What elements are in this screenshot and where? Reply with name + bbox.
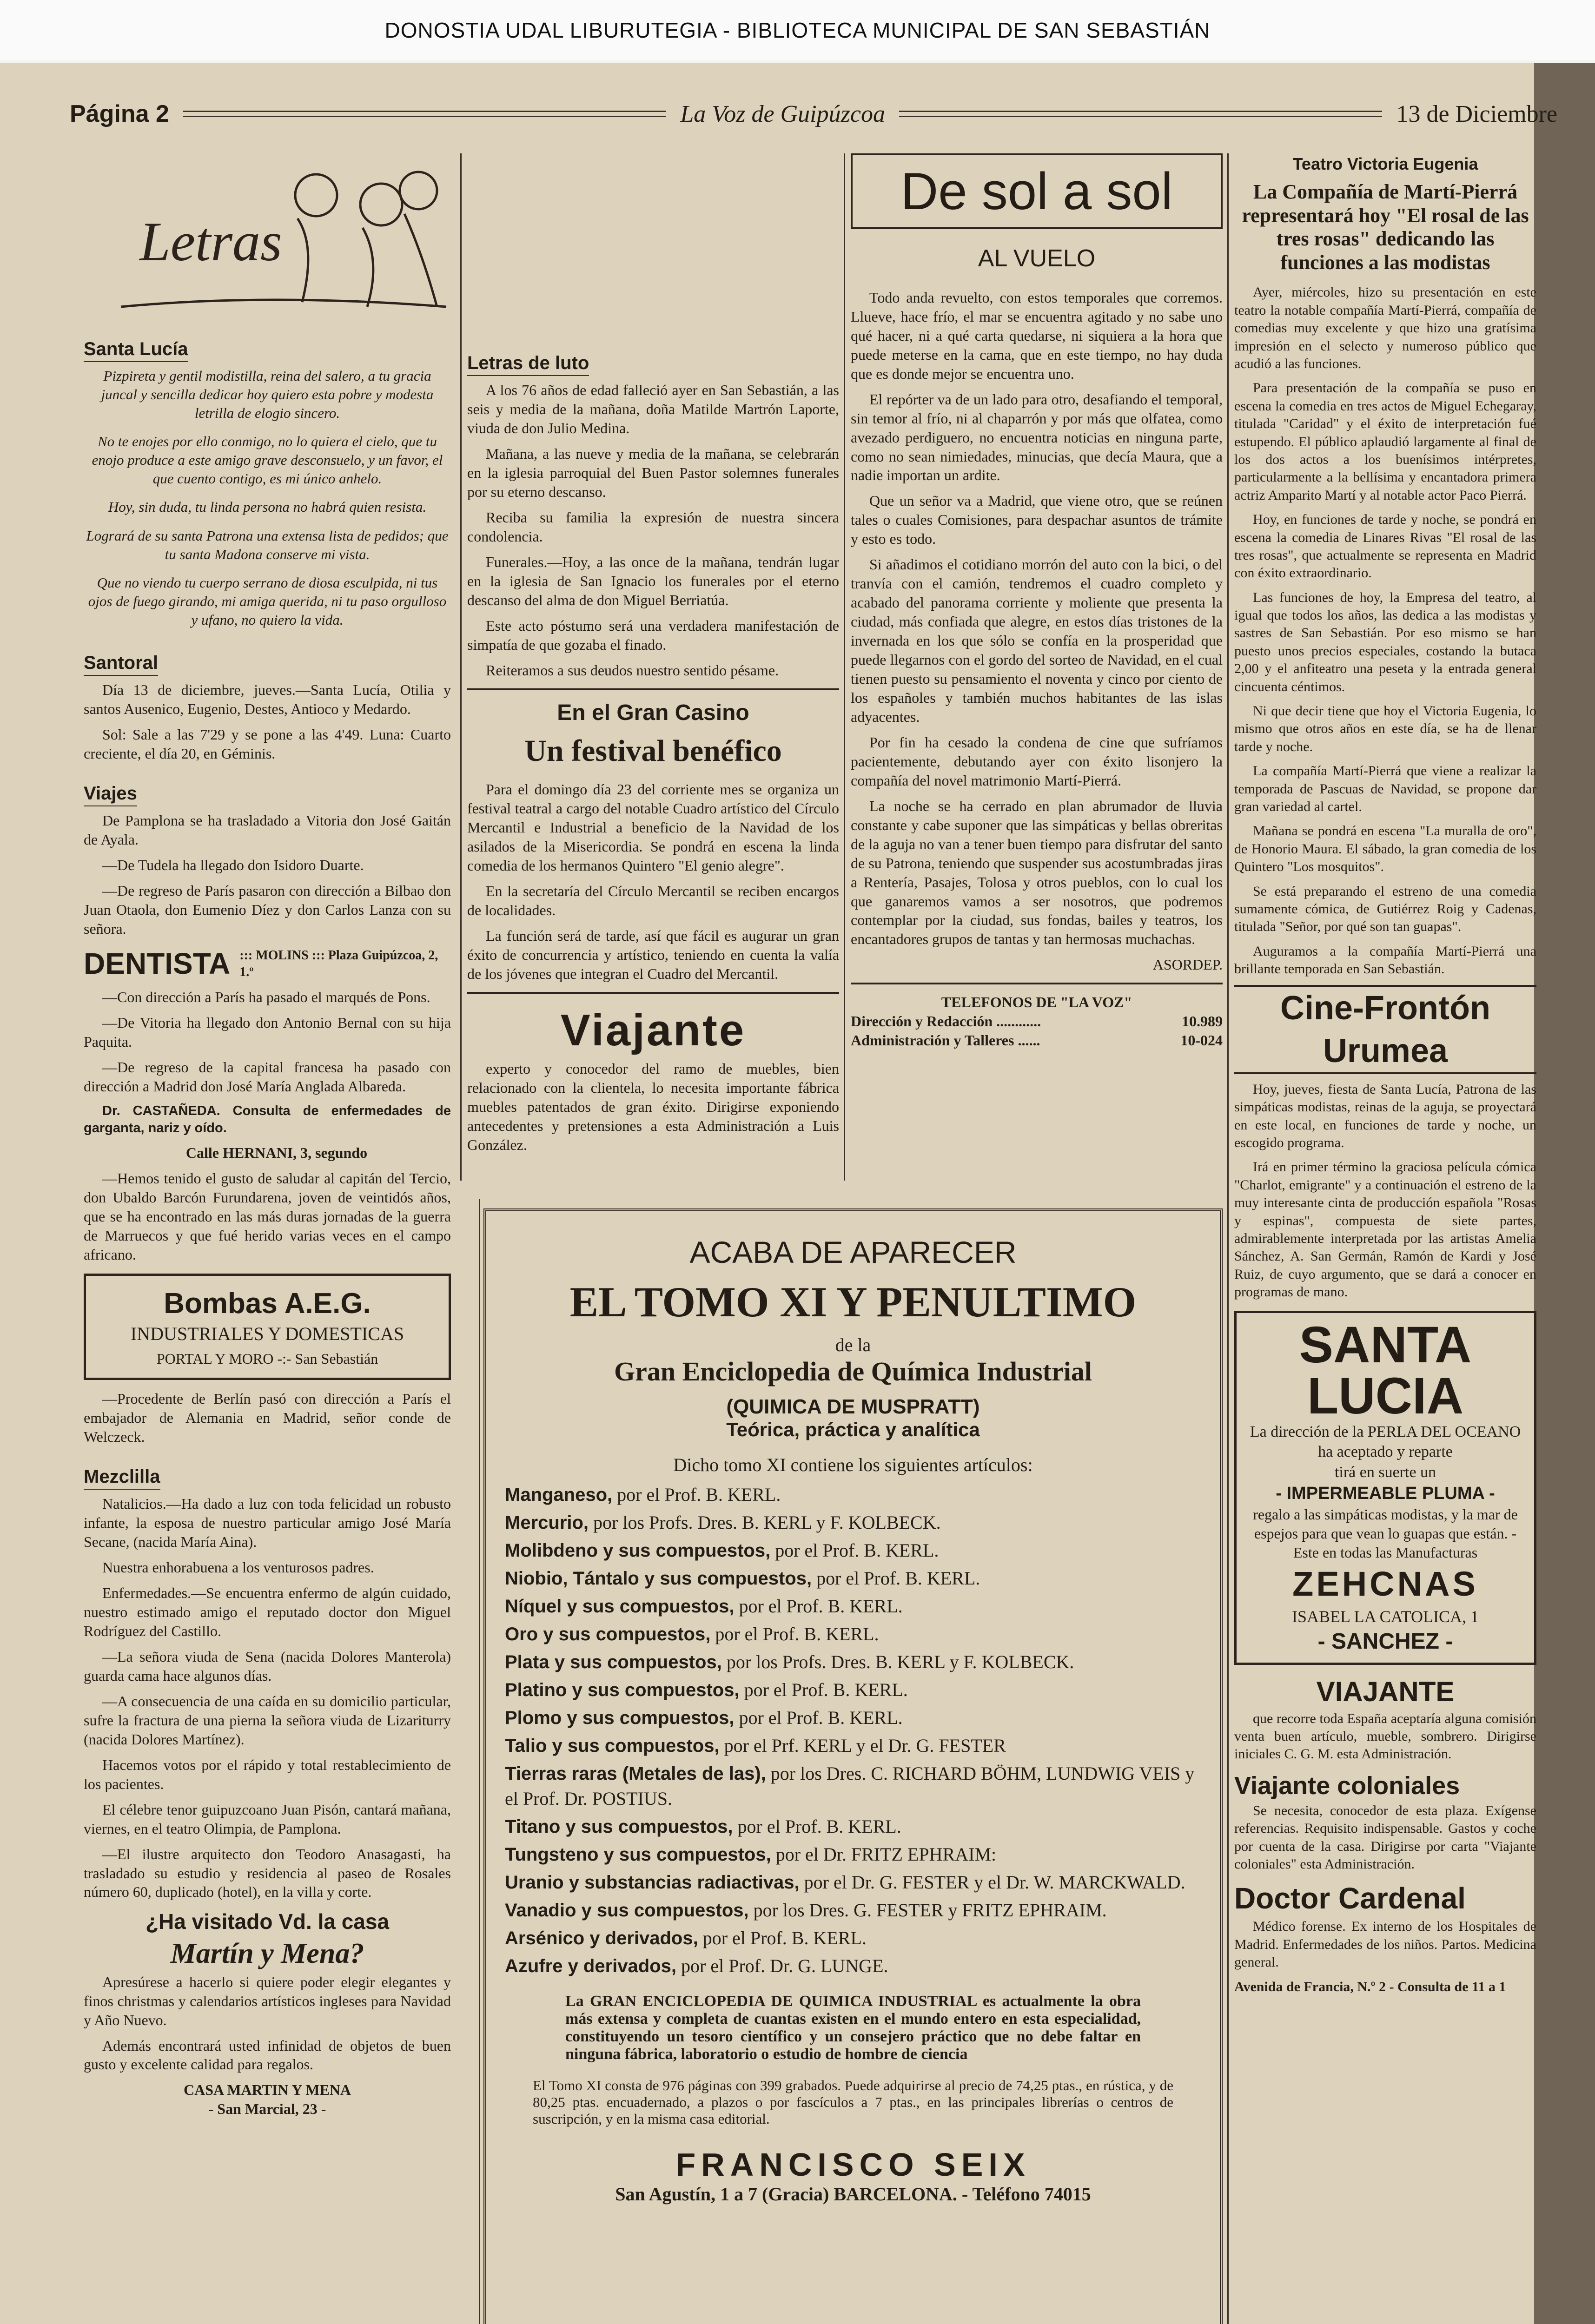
- poem-stanza: Que no viendo tu cuerpo serrano de diosa esculpida, ni tus ojos de fuego girando, mi amiga querida, ni tu paso orgulloso y ufano, no quiero la vida.: [88, 574, 447, 628]
- article-item: [505, 1510, 1201, 1535]
- poem-stanza: No te enojes por ello conmigo, no lo quiera el cielo, que tu enojo produce a este amigo grave desconsuelo, y un favor, el que cuento contigo, es mi único anhelo.: [92, 433, 443, 487]
- article-author: por el Prof. B. KERL.: [715, 1624, 879, 1644]
- article-title: Platino y sus compuestos,: [505, 1680, 740, 1700]
- article-author: por el Prof. B. KERL.: [744, 1679, 908, 1700]
- viajes-item: —De regreso de la capital francesa ha pasado con dirección a Madrid don José María Anglada Albareda.: [84, 1058, 451, 1095]
- santoral-text: Sol: Sale a las 7'29 y se pone a las 4'49. Luna: Cuarto creciente, el día 20, en Géminis.: [84, 726, 451, 762]
- luto-heading: Letras de luto: [467, 351, 589, 376]
- article-item: [505, 1677, 1201, 1703]
- viajes-item: —De Tudela ha llegado don Isidoro Duarte.: [102, 857, 364, 874]
- santa-lucia-product: - IMPERMEABLE PLUMA -: [1276, 1484, 1495, 1504]
- article-author: por el Prof. B. KERL.: [617, 1484, 781, 1505]
- article-title: Vanadio y sus compuestos,: [505, 1900, 749, 1921]
- poem: [84, 367, 451, 629]
- masthead-rule: [183, 111, 667, 117]
- casino-text: En la secretaría del Círculo Mercantil se reciben encargos de localidades.: [467, 883, 839, 919]
- archive-banner: DONOSTIA UDAL LIBURUTEGIA - BIBLIOTECA MUNICIPAL DE SAN SEBASTIÁN: [0, 0, 1595, 60]
- article-author: por los Dres. G. FESTER y FRITZ EPHRAIM.: [753, 1900, 1107, 1921]
- column-rule: [460, 153, 462, 1181]
- ad-price: El Tomo XI consta de 976 páginas con 399 grabados. Puede adquirirse al precio de 74,25 ptas., en rústica, y de 80,25 ptas. encuadernado, a plazos o por fascículos a 7 ptas., en las principales librerías o centros de suscripción, y en la misma casa editorial.: [533, 2077, 1173, 2127]
- article-item: [505, 1898, 1201, 1923]
- article-author: por el Prof. B. KERL.: [739, 1596, 903, 1617]
- article-title: Tungsteno y sus compuestos,: [505, 1844, 771, 1865]
- article-author: por los Profs. Dres. B. KERL y F. KOLBECK.: [593, 1512, 941, 1533]
- ad-publisher: FRANCISCO SEIX: [675, 2146, 1031, 2183]
- aeg-title: Bombas A.E.G.: [164, 1287, 371, 1320]
- sol-paragraph: Si añadimos el cotidiano morrón del auto con la bici, o del tranvía con el camión, tendremos el cuadro completo y acabado del panorama corriente y moliente que presenta la ciudad, más confiada que alegre, en estos días tristones de la invernada en los que sólo se confía en la prosperidad que puede llegarnos con el gordo del sorteo de Navidad, en el cual tienen puesto su pensamiento el noventa y cinco por ciento de los españoles y también muchos habitantes de las islas adyacentes.: [851, 556, 1223, 725]
- phone-number: 10-024: [1180, 1032, 1223, 1049]
- article-item: [505, 1622, 1201, 1647]
- luto-text: Este acto póstumo será una verdadera manifestación de simpatía de que gozaba el finado.: [467, 617, 839, 653]
- phone-row: [851, 1012, 1223, 1031]
- theatre-headline: La Compañía de Martí-Pierrá representará hoy "El rosal de las tres rosas" dedicando las funciones a las modistas: [1242, 180, 1529, 274]
- article-title: Níquel y sus compuestos,: [505, 1596, 735, 1617]
- illustration-header: [84, 153, 451, 325]
- newspaper-title: La Voz de Guipúzcoa: [680, 100, 885, 127]
- theatre-text: Las funciones de hoy, la Empresa del teatro, al igual que todos los años, las dedica a las modistas y sastres de San Sebastián. Por eso mismo se han puesto unos precios especiales, costando la butaca 2,00 y el anfiteatro una peseta y la entrada general cincuenta céntimos.: [1234, 589, 1536, 694]
- cine-title: Cine-Frontón Urumea: [1234, 985, 1536, 1074]
- seamstresses-illustration: [84, 153, 451, 325]
- poem-stanza: Pizpireta y gentil modistilla, reina del salero, a tu gracia juncal y sencilla dedicar hoy quiero esta pobre y modesta letrilla de elogio sincero.: [101, 368, 434, 421]
- dentista-ad: [84, 945, 451, 983]
- sol-paragraph: Que un señor va a Madrid, que viene otro, que se reúnen tales o cuales Comisiones, para despachar asuntos de trámite y esto es todo.: [851, 492, 1223, 548]
- ad-line: (QUIMICA DE MUSPRATT): [726, 1395, 980, 1418]
- article-title: Niobio, Tántalo y sus compuestos,: [505, 1568, 812, 1589]
- article-author: por los Dres. C. RICHARD BÖHM, LUNDWIG VEIS y el Prof. Dr. POSTIUS.: [505, 1763, 1195, 1809]
- santoral-text: Día 13 de diciembre, jueves.—Santa Lucía, Otilia y santos Ausenico, Eugenio, Destes, Antioco y Medardo.: [84, 681, 451, 718]
- ad-line: Dicho tomo XI contiene los siguientes artículos:: [673, 1454, 1033, 1475]
- theatre-text: Para presentación de la compañía se puso en escena la comedia en tres actos de Miguel Echegaray, titulada "Caridad" y el éxito de interpretación fué estupendo. El público aplaudió largamente al final de los dos actos a los buenísimos intérpretes, particularmente a la bellísima y encantadora primera actriz Amparito Martí y al notable actor Paco Pierrá.: [1234, 380, 1536, 503]
- mezclilla-heading: Mezclilla: [84, 1465, 160, 1490]
- castaneda-ad: Dr. CASTAÑEDA. Consulta de enfermedades de garganta, nariz y oído.: [84, 1103, 451, 1136]
- mezclilla-item: Enfermedades.—Se encuentra enfermo de algún cuidado, nuestro estimado amigo el reputado doctor don Miguel Rodríguez del Castillo.: [84, 1585, 451, 1640]
- mezclilla-item: —A consecuencia de una caída en su domicilio particular, sufre la fractura de una pierna la señora viuda de Lizariturry (nacida Dolores Martínez).: [84, 1692, 451, 1748]
- doctor-text: Médico forense. Ex interno de los Hospitales de Madrid. Enfermedades de los niños. Partos. Medicina general.: [1234, 1919, 1536, 1970]
- article-author: por el Prof. B. KERL.: [739, 1707, 903, 1728]
- article-title: Plata y sus compuestos,: [505, 1652, 722, 1672]
- article-item: [505, 1705, 1201, 1730]
- article-title: Azufre y derivados,: [505, 1956, 677, 1976]
- martin-address: CASA MARTIN Y MENA: [183, 2081, 351, 2099]
- martin-text: Apresúrese a hacerlo si quiere poder elegir elegantes y finos christmas y calendarios artísticos ingleses para Navidad y Año Nuevo.: [84, 1973, 451, 2028]
- sanchez-brand: - SANCHEZ -: [1317, 1629, 1453, 1654]
- viajante-title: Viajante: [560, 1005, 746, 1055]
- sol-paragraph: El repórter va de un lado para otro, desafiando el temporal, sin temor al frío, ni al chaparrón y por más que olfatea, como avezado perdiguero, no encuentra noticias en ninguna parte, como no sean nimiedades, minucias, que decía Maura, que a nadie importan un ardite.: [851, 390, 1223, 484]
- ad-line: Gran Enciclopedia de Química Industrial: [614, 1356, 1092, 1386]
- theatre-text: La compañía Martí-Pierrá que viene a realizar la temporada de Pascuas de Navidad, se propone dar gran variedad al cartel.: [1234, 763, 1536, 814]
- dentista-title: DENTISTA: [84, 947, 231, 981]
- theatre-name: Teatro Victoria Eugenia: [1292, 154, 1478, 173]
- luto-text: Mañana, a las nueve y media de la mañana, se celebrarán en la iglesia parroquial del Buen Pastor solemnes funerales por su eterno descanso.: [467, 445, 839, 500]
- column-1: [84, 153, 451, 2119]
- article-author: por el Prf. KERL y el Dr. G. FESTER: [724, 1735, 1006, 1756]
- martin-address-2: - San Marcial, 23 -: [208, 2100, 326, 2118]
- article-author: por el Prof. B. KERL.: [737, 1816, 901, 1837]
- colonial-title: Viajante coloniales: [1234, 1771, 1460, 1800]
- illustration-logo: Letras: [139, 211, 282, 272]
- masthead: [70, 100, 1557, 128]
- column-rule: [479, 1199, 480, 2324]
- santa-lucia-ad: [1234, 1311, 1536, 1665]
- sol-signature: ASORDEP.: [1152, 956, 1223, 973]
- ad-line: Teórica, práctica y analítica: [726, 1419, 980, 1440]
- martin-mena-ad: [84, 1908, 451, 2119]
- santa-lucia-text: tirá en suerte un: [1334, 1463, 1436, 1481]
- article-item: [505, 1566, 1201, 1591]
- column-4: [1234, 153, 1536, 1996]
- luto-text: A los 76 años de edad falleció ayer en San Sebastián, a las seis y media de la mañana, doña Matilde Martrón Laporte, viuda de don Julio Medina.: [467, 382, 839, 437]
- casino-title: Un festival benéfico: [524, 733, 782, 768]
- article-item: [505, 1650, 1201, 1675]
- colonial-text: Se necesita, conocedor de esta plaza. Exígense referencias. Requisito indispensable. Gastos y coche por cuenta de la casa. Dirigirse por carta "Viajante coloniales" esta Administración.: [1234, 1802, 1536, 1872]
- article-title: Mercurio,: [505, 1512, 589, 1533]
- doctor-address: Avenida de Francia, N.º 2 - Consulta de 11 a 1: [1234, 1979, 1506, 1994]
- viajes-item: —De Vitoria ha llegado don Antonio Bernal con su hija Paquita.: [84, 1014, 451, 1050]
- martin-name: Martín y Mena?: [170, 1938, 364, 1970]
- berlin-text: —Procedente de Berlín pasó con dirección a París el embajador de Alemania en Madrid, señor conde de Welczeck.: [84, 1390, 451, 1446]
- martin-question: ¿Ha visitado Vd. la casa: [145, 1909, 390, 1934]
- viajes-item: De Pamplona se ha trasladado a Vitoria don José Gaitán de Ayala.: [84, 812, 451, 848]
- column-3: [851, 153, 1223, 1050]
- luto-text: Reciba su familia la expresión de nuestra sincera condolencia.: [467, 508, 839, 545]
- article-list: [505, 1482, 1201, 1979]
- divider: [467, 688, 839, 690]
- viajes-item: —Con dirección a París ha pasado el marqués de Pons.: [102, 989, 430, 1006]
- doctor-title: Doctor Cardenal: [1234, 1882, 1466, 1915]
- article-author: por el Prof. B. KERL.: [775, 1540, 939, 1561]
- viajante-2-title: VIAJANTE: [1316, 1676, 1455, 1707]
- divider: [467, 992, 839, 994]
- page-edge: [1534, 63, 1595, 2324]
- aeg-ad: [84, 1274, 451, 1380]
- sol-paragraph: Todo anda revuelto, con estos temporales que corremos. Llueve, hace frío, el mar se encuentra agitado y no sabe uno qué hacer, ni a qué carta quedarse, ni siquiera a la hora que puede meterse en la cama, que en este tiempo, no hay duda que es donde mejor se encuentra uno.: [851, 289, 1223, 382]
- luto-text: Funerales.—Hoy, a las once de la mañana, tendrán lugar en la iglesia de San Ignacio los funerales por el eterno descanso del alma de don Miguel Berriatúa.: [467, 553, 839, 608]
- article-item: [505, 1594, 1201, 1619]
- article-author: por los Profs. Dres. B. KERL y F. KOLBECK.: [726, 1651, 1074, 1672]
- article-item: [505, 1761, 1201, 1811]
- santoral-heading: Santoral: [84, 651, 158, 676]
- viajante-text: experto y conocedor del ramo de muebles, bien relacionado con la clientela, lo necesita importante fábrica muebles patentados de gran éxito. Dirigirse exponiendo antecedentes y pretensiones a esta Administración a Luis González.: [467, 1060, 839, 1153]
- theatre-text: Ayer, miércoles, hizo su presentación en este teatro la notable compañía Martí-Pierrá, compañía de comedias muy excelente y que hizo una gratísima impresión en el selecto y numeroso público que acudió a las funciones.: [1234, 284, 1536, 372]
- article-author: por el Prof. Dr. G. LUNGE.: [681, 1955, 888, 1976]
- cine-text: Irá en primer término la graciosa película cómica "Charlot, emigrante" y a continuación el estreno de la muy interesante cinta de producción española "Rosas y espinas", compuesta de siete partes, admirablemente interpretada por las artistas Amelia Sánchez, A. San Germán, Ramón de Kardi y José Ruiz, de cuyo argumento, que se dará a conocer en programas de mano.: [1234, 1159, 1536, 1300]
- phone-number: 10.989: [1182, 1013, 1223, 1030]
- santa-lucia-address: ISABEL LA CATOLICA, 1: [1291, 1607, 1479, 1626]
- aeg-subtitle: INDUSTRIALES Y DOMESTICAS: [130, 1323, 404, 1345]
- article-item: [505, 1870, 1201, 1895]
- article-author: por el Dr. FRITZ EPHRAIM:: [775, 1844, 997, 1865]
- theatre-text: Ni que decir tiene que hoy el Victoria Eugenia, lo mismo que otros años en este día, se ha de llenar tarde y noche.: [1234, 703, 1536, 754]
- sol-subtitle: AL VUELO: [978, 245, 1096, 272]
- theatre-text: Hoy, en funciones de tarde y noche, se pondrá en escena la comedia de Linares Rivas "El rosal de las tres rosas", que actualmente se representa en Madrid con éxito extraordinario.: [1234, 512, 1536, 581]
- page-number: Página 2: [70, 100, 169, 127]
- article-title: Oro y sus compuestos,: [505, 1624, 711, 1644]
- article-title: Plomo y sus compuestos,: [505, 1708, 735, 1728]
- theatre-text: Se está preparando el estreno de una comedia sumamente cómica, de Gutiérrez Roig y Cadenas, titulada "Señor, por qué son tan guapas".: [1234, 883, 1536, 935]
- martin-text: Además encontrará usted infinidad de objetos de buen gusto y excelente calidad para regalos.: [84, 2037, 451, 2073]
- phone-label: Dirección y Redacción ............: [851, 1013, 1041, 1030]
- sol-paragraph: La noche se ha cerrado en plan abrumador de lluvia constante y cabe suponer que las simpáticas y bellas obreritas de la aguja no van a tener buen tiempo para disfrutar del santo de su Patrona, teniendo que suspender sus acostumbradas jiras a Rentería, Pasajes, Tolosa y otros pueblos, con lo cual los que ganaremos vamos a ser nosotros, que podremos contemplar por la ciudad, sus fondas, bailes y teatros, los encantadores grupos de tantas y tan hermosas muchachas.: [851, 797, 1223, 948]
- casino-text: La función será de tarde, así que fácil es augurar un gran éxito de concurrencia y artístico, teniendo en cuenta la valía de los jóvenes que integran el Cuadro del Mercantil.: [467, 927, 839, 983]
- santa-lucia-heading: Santa Lucía: [84, 337, 188, 362]
- column-rule: [844, 153, 845, 1181]
- cine-text: Hoy, jueves, fiesta de Santa Lucía, Patrona de las simpáticas modistas, reinas de la aguja, se proyectará en este local, en funciones de tarde y noche, un escogido programa.: [1234, 1081, 1536, 1150]
- article-title: Talio y sus compuestos,: [505, 1736, 720, 1756]
- article-title: Arsénico y derivados,: [505, 1928, 698, 1948]
- poem-stanza: Hoy, sin duda, tu linda persona no habrá quien resista.: [108, 499, 427, 515]
- phone-label: Administración y Talleres ......: [851, 1032, 1040, 1049]
- article-title: Tierras raras (Metales de las),: [505, 1763, 766, 1784]
- article-author: por el Prof. B. KERL.: [702, 1928, 867, 1948]
- article-item: [505, 1842, 1201, 1867]
- viajes-item: —De regreso de París pasaron con dirección a Bilbao don Juan Otaola, don Eumenio Díez y don Carlos Lanza con su señora.: [84, 882, 451, 938]
- saludo-text: —Hemos tenido el gusto de saludar al capitán del Tercio, don Ubaldo Barcón Furundarena, joven de veintidós años, que se ha encontrado en las más duras jornadas de la guerra de Marruecos y que fué herido varias veces en el campo africano.: [84, 1170, 451, 1263]
- aeg-address: PORTAL Y MORO -:- San Sebastián: [156, 1350, 378, 1367]
- zehcnas-brand: ZEHCNAS: [1292, 1564, 1478, 1603]
- sol-title: De sol a sol: [851, 153, 1223, 229]
- dentista-address: ::: MOLINS ::: Plaza Guipúzcoa, 2, 1.º: [239, 948, 438, 980]
- ad-title: EL TOMO XI Y PENULTIMO: [569, 1278, 1137, 1326]
- encyclopedia-ad: [483, 1208, 1223, 2324]
- issue-date: 13 de Diciembre: [1396, 100, 1557, 127]
- castaneda-address: Calle HERNANI, 3, segundo: [185, 1144, 368, 1162]
- ad-line: ACABA DE APARECER: [689, 1235, 1017, 1269]
- theatre-text: Mañana se pondrá en escena "La muralla de oro", de Honorio Maura. El sábado, la gran comedia de los Quintero "Los mosquitos".: [1234, 823, 1536, 875]
- mezclilla-item: Natalicios.—Ha dado a luz con toda felicidad un robusto infante, la esposa de nuestro particular amigo José María Secane, (nacida María Aina).: [84, 1495, 451, 1551]
- article-item: [505, 1926, 1201, 1951]
- divider: [851, 983, 1223, 984]
- article-title: Titano y sus compuestos,: [505, 1816, 733, 1837]
- phones-heading: TELEFONOS DE "LA VOZ": [941, 994, 1132, 1011]
- phone-row: [851, 1031, 1223, 1050]
- sol-paragraph: Por fin ha cesado la condena de cine que sufríamos pacientemente, debutando ayer con éxito lisonjero la compañía del novel matrimonio Martí-Pierrá.: [851, 733, 1223, 789]
- mezclilla-item: Nuestra enhorabuena a los venturosos padres.: [102, 1559, 374, 1576]
- article-item: [505, 1538, 1201, 1563]
- article-author: por el Dr. G. FESTER y el Dr. W. MARCKWALD.: [804, 1872, 1185, 1893]
- article-item: [505, 1733, 1201, 1758]
- mezclilla-item: —La señora viuda de Sena (nacida Dolores Manterola) guarda cama hace algunos días.: [84, 1648, 451, 1684]
- ad-line: de la: [835, 1334, 871, 1355]
- luto-text: Reiteramos a sus deudos nuestro sentido pésame.: [486, 661, 779, 679]
- column-2: [467, 339, 839, 1161]
- santa-lucia-text: regalo a las simpáticas modistas, y la mar de espejos para que vean lo guapas que están. - Este en todas las Manufacturas: [1253, 1505, 1518, 1561]
- theatre-text: Auguramos a la compañía Martí-Pierrá una brillante temporada en San Sebastián.: [1234, 943, 1536, 977]
- mezclilla-item: —El ilustre arquitecto don Teodoro Anasagasti, ha trasladado su estudio y residencia al paseo de Rosales número 60, duplicado (hotel), en la villa y corte.: [84, 1845, 451, 1901]
- viajes-heading: Viajes: [84, 782, 137, 806]
- article-title: Molibdeno y sus compuestos,: [505, 1540, 771, 1561]
- article-title: Manganeso,: [505, 1485, 613, 1505]
- mezclilla-item: Hacemos votos por el rápido y total restablecimiento de los pacientes.: [84, 1756, 451, 1792]
- article-title: Uranio y substancias radiactivas,: [505, 1872, 800, 1893]
- poem-stanza: Logrará de su santa Patrona una extensa lista de pedidos; que tu santa Madona conserve mi vista.: [86, 527, 449, 562]
- mezclilla-item: El célebre tenor guipuzcoano Juan Pisón, cantará mañana, viernes, en el teatro Olimpia, de Pamplona.: [84, 1801, 451, 1837]
- article-item: [505, 1814, 1201, 1839]
- viajante-2-text: que recorre toda España aceptaría alguna comisión venta buen artículo, mueble, sombrero. Dirigirse iniciales C. G. M. esta Administración.: [1234, 1710, 1536, 1762]
- ad-address: San Agustín, 1 a 7 (Gracia) BARCELONA. - Teléfono 74015: [615, 2184, 1091, 2205]
- article-item: [505, 1954, 1201, 1979]
- ad-note: La GRAN ENCICLOPEDIA DE QUIMICA INDUSTRIAL es actualmente la obra más extensa y completa de cuantas existen en el mundo entero en esta especialidad, constituyendo un tesoro científico y un consejero práctico que no debe faltar en ninguna fábrica, laboratorio o estudio de hombre de ciencia: [565, 1993, 1141, 2063]
- article-author: por el Prof. B. KERL.: [816, 1568, 980, 1589]
- article-item: [505, 1482, 1201, 1507]
- santa-lucia-title: SANTA LUCIA: [1299, 1316, 1472, 1425]
- masthead-rule-2: [899, 111, 1383, 117]
- casino-text: Para el domingo día 23 del corriente mes se organiza un festival teatral a cargo del notable Cuadro artístico del Círculo Mercantil e Industrial a beneficio de la Navidad de los asilados de la Misericordia. Se pondrá en escena la linda comedia de los hermanos Quintero "El genio alegre".: [467, 781, 839, 874]
- column-rule: [1227, 153, 1229, 2324]
- santa-lucia-text: La dirección de la PERLA DEL OCEANO ha aceptado y reparte: [1250, 1423, 1521, 1461]
- casino-heading: En el Gran Casino: [557, 700, 749, 725]
